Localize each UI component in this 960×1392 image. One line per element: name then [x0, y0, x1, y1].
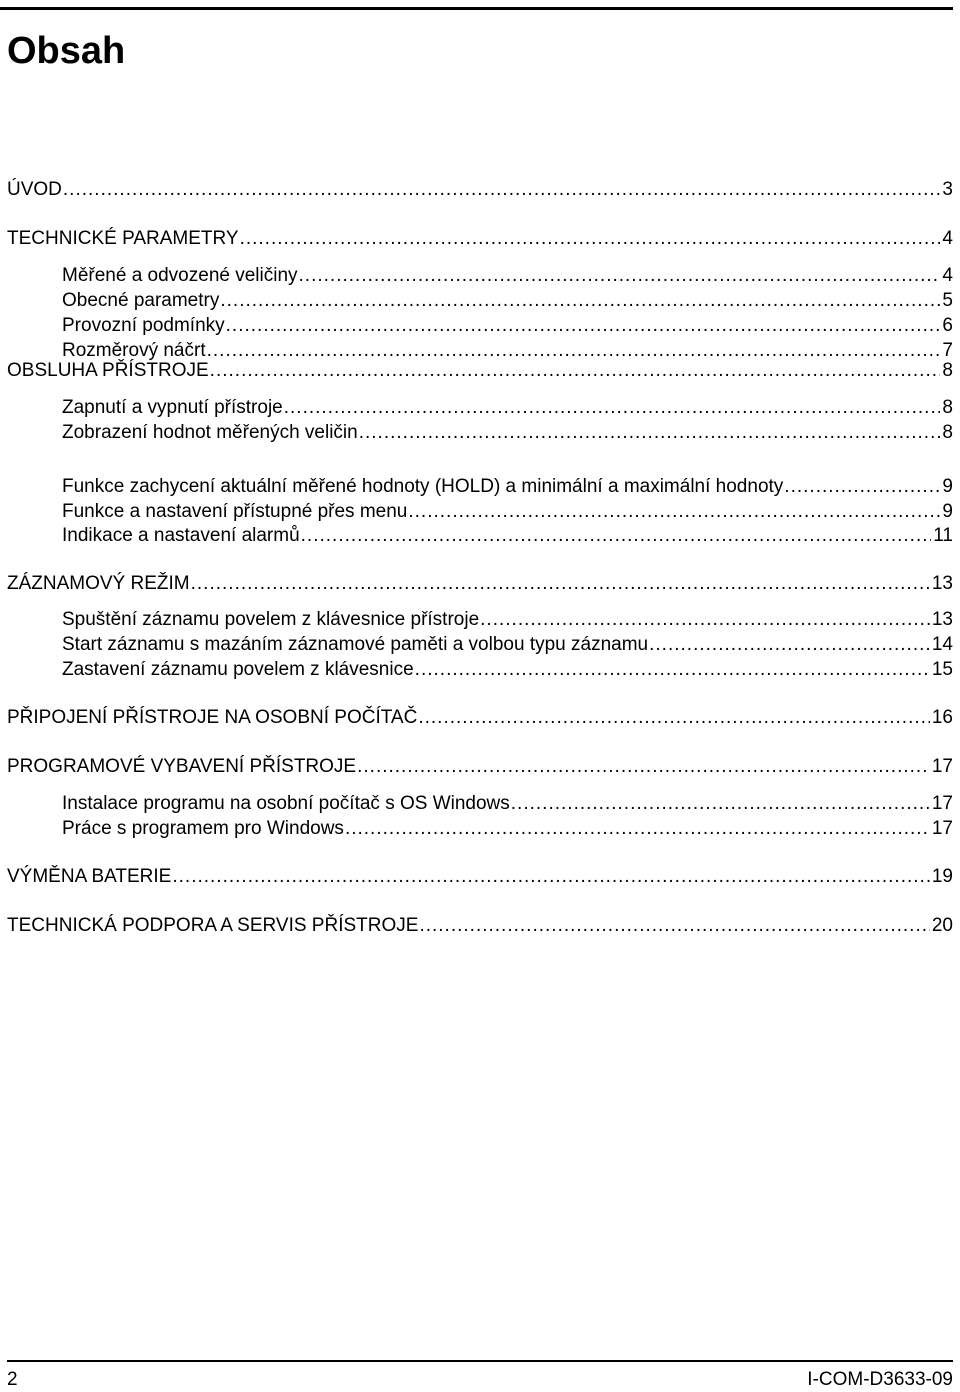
toc-entry-page: 13: [931, 609, 953, 630]
toc-leader: [418, 706, 930, 730]
toc-leader: [784, 475, 940, 499]
toc-subentry[interactable]: [62, 289, 953, 313]
toc-entry-page: 14: [931, 634, 953, 655]
toc-entry-title: ÚVOD: [7, 179, 62, 200]
page-title: Obsah: [7, 30, 126, 72]
toc-entry[interactable]: [7, 755, 953, 779]
toc-leader: [63, 178, 941, 202]
toc-entry-page: 4: [942, 265, 953, 286]
toc-entry-title: Indikace a nastavení alarmů: [62, 525, 300, 546]
toc-leader: [408, 500, 940, 524]
document-code: I-COM-D3633-09: [807, 1369, 953, 1390]
toc-entry-title: Zastavení záznamu povelem z klávesnice: [62, 659, 414, 680]
toc-subentry[interactable]: [62, 475, 953, 499]
toc-leader: [649, 633, 930, 657]
footer-rule: [7, 1360, 953, 1362]
toc-entry-title: Měřené a odvozené veličiny: [62, 265, 298, 286]
toc-entry-page: 15: [931, 659, 953, 680]
toc-leader: [301, 524, 932, 548]
toc-subentry[interactable]: [62, 633, 953, 657]
toc-entry[interactable]: [7, 572, 953, 596]
toc-entry-page: 11: [933, 525, 953, 546]
toc-entry-page: 17: [931, 818, 953, 839]
toc-entry[interactable]: [7, 706, 953, 730]
toc-entry-page: 16: [931, 707, 953, 728]
toc-subentry[interactable]: [62, 264, 953, 288]
toc-leader: [511, 792, 930, 816]
toc-entry-title: Obecné parametry: [62, 290, 220, 311]
toc-entry-title: PROGRAMOVÉ VYBAVENÍ PŘÍSTROJE: [7, 756, 357, 777]
toc-leader: [172, 865, 930, 889]
toc-entry-page: 4: [942, 228, 953, 249]
toc-entry-page: 13: [931, 573, 953, 594]
toc-entry-title: OBSLUHA PŘÍSTROJE: [7, 360, 209, 381]
toc-subentry[interactable]: [62, 396, 953, 420]
toc-entry-page: 9: [942, 476, 953, 497]
toc-entry-page: 7: [942, 340, 953, 361]
toc-entry-title: Spuštění záznamu povelem z klávesnice přístroje: [62, 609, 480, 630]
toc-entry[interactable]: [7, 178, 953, 202]
toc-entry[interactable]: [7, 914, 953, 938]
toc-entry[interactable]: [7, 359, 953, 383]
toc-leader: [210, 359, 941, 383]
toc-entry-title: Start záznamu s mazáním záznamové paměti a volbou typu záznamu: [62, 634, 649, 655]
toc-entry-title: TECHNICKÁ PODPORA A SERVIS PŘÍSTROJE: [7, 915, 419, 936]
toc-entry-title: Práce s programem pro Windows: [62, 818, 344, 839]
toc-entry-page: 8: [942, 360, 953, 381]
toc-leader: [284, 396, 941, 420]
toc-entry-title: Instalace programu na osobní počítač s OS Windows: [62, 793, 510, 814]
toc-leader: [415, 658, 930, 682]
toc-entry[interactable]: [7, 227, 953, 251]
toc-leader: [419, 914, 929, 938]
toc-leader: [345, 817, 930, 841]
toc-subentry[interactable]: [62, 500, 953, 524]
toc-subentry[interactable]: [62, 608, 953, 632]
toc-entry-page: 8: [942, 397, 953, 418]
toc-leader: [220, 289, 940, 313]
toc-leader: [226, 314, 941, 338]
toc-leader: [480, 608, 930, 632]
toc-entry-title: Zobrazení hodnot měřených veličin: [62, 422, 358, 443]
toc-entry-title: VÝMĚNA BATERIE: [7, 866, 172, 887]
toc-entry-title: ZÁZNAMOVÝ REŽIM: [7, 573, 190, 594]
toc-entry[interactable]: [7, 865, 953, 889]
toc-entry-title: Zapnutí a vypnutí přístroje: [62, 397, 283, 418]
toc-entry-page: 17: [931, 793, 953, 814]
toc-entry-page: 6: [942, 315, 953, 336]
toc-entry-title: TECHNICKÉ PARAMETRY: [7, 228, 239, 249]
toc-leader: [191, 572, 930, 596]
toc-subentry[interactable]: [62, 421, 953, 445]
toc-subentry[interactable]: [62, 817, 953, 841]
toc-entry-page: 5: [942, 290, 953, 311]
toc-entry-page: 8: [942, 422, 953, 443]
toc-leader: [357, 755, 930, 779]
toc-leader: [359, 421, 941, 445]
toc-entry-title: Rozměrový náčrt: [62, 340, 206, 361]
toc-leader: [299, 264, 941, 288]
toc-entry-title: Funkce a nastavení přístupné přes menu: [62, 501, 408, 522]
toc-entry-title: Provozní podmínky: [62, 315, 225, 336]
toc-entry-page: 3: [942, 179, 953, 200]
toc-entry-page: 17: [931, 756, 953, 777]
page-number: 2: [7, 1369, 18, 1390]
toc-entry-page: 20: [931, 915, 953, 936]
toc-subentry[interactable]: [62, 314, 953, 338]
toc-entry-page: 9: [942, 501, 953, 522]
toc-subentry[interactable]: [62, 658, 953, 682]
toc-entry-title: PŘIPOJENÍ PŘÍSTROJE NA OSOBNÍ POČÍTAČ: [7, 707, 418, 728]
toc-subentry[interactable]: [62, 792, 953, 816]
toc-entry-title: Funkce zachycení aktuální měřené hodnoty (HOLD) a minimální a maximální hodnoty: [62, 476, 784, 497]
toc-leader: [240, 227, 941, 251]
toc-entry-page: 19: [931, 866, 953, 887]
toc-subentry[interactable]: [62, 524, 953, 548]
